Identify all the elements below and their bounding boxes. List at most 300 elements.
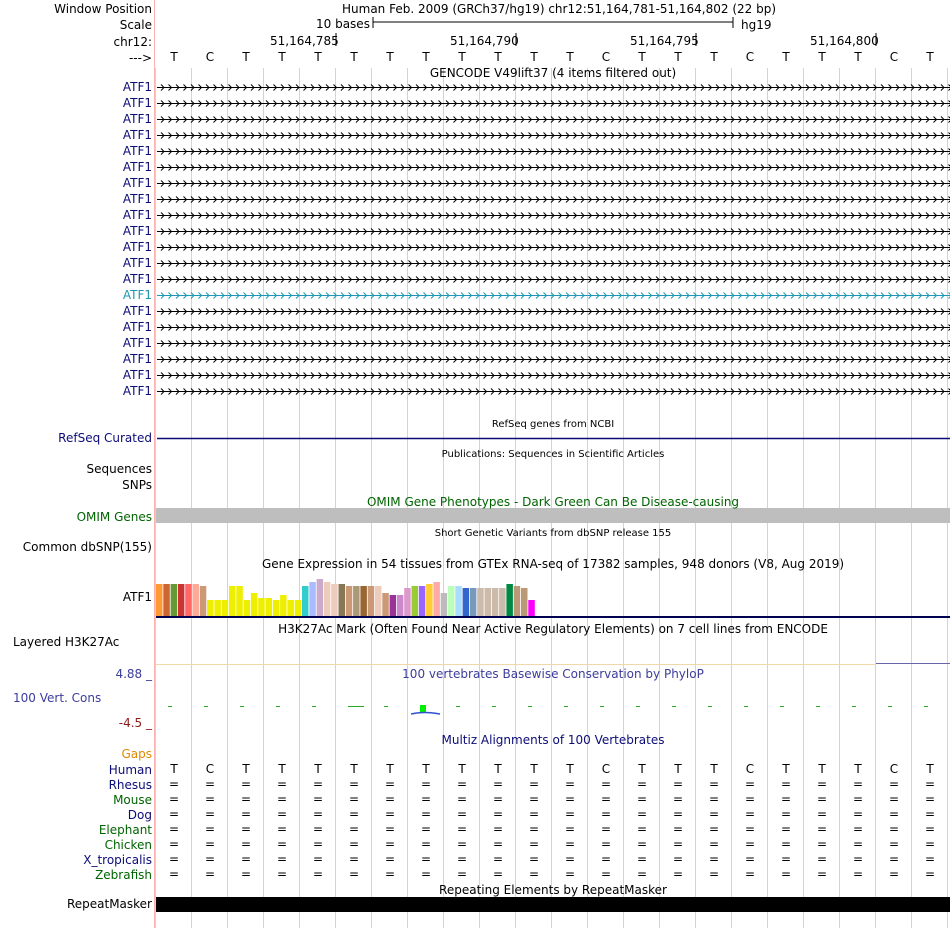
alignment-match: =: [528, 867, 540, 881]
phylop-value: [168, 706, 172, 707]
alignment-match: =: [852, 807, 864, 821]
alignment-base: T: [494, 762, 502, 776]
repeatmasker-label[interactable]: RepeatMasker: [66, 897, 152, 911]
alignment-match: =: [888, 867, 900, 881]
alignment-match: =: [924, 837, 936, 851]
dbsnp-label[interactable]: Common dbSNP(155): [22, 540, 152, 554]
alignment-match: =: [816, 807, 828, 821]
alignment-match: =: [600, 867, 612, 881]
gtex-bar: [222, 600, 229, 616]
alignment-match: =: [924, 777, 936, 791]
alignment-match: =: [780, 867, 792, 881]
alignment-base: T: [458, 762, 466, 776]
alignment-base: T: [926, 762, 934, 776]
phylop-value: [600, 706, 604, 707]
dbsnp-title: Short Genetic Variants from dbSNP release 155: [434, 528, 672, 539]
alignment-match: =: [564, 867, 576, 881]
alignment-match: =: [240, 792, 252, 806]
alignment-match: =: [420, 852, 432, 866]
alignment-match: =: [888, 792, 900, 806]
alignment-match: =: [456, 852, 468, 866]
alignment-match: =: [636, 822, 648, 836]
sequences-label[interactable]: Sequences: [86, 462, 152, 476]
alignment-match: =: [924, 807, 936, 821]
sequence-base: T: [350, 50, 358, 64]
alignment-base: T: [854, 762, 862, 776]
alignment-match: =: [564, 777, 576, 791]
gtex-bar: [229, 586, 236, 616]
phylop-value: [924, 706, 928, 707]
alignment-match: =: [204, 792, 216, 806]
sequence-base: T: [530, 50, 538, 64]
alignment-match: =: [564, 822, 576, 836]
sequence-base: T: [854, 50, 862, 64]
gtex-bar: [178, 584, 185, 616]
phylop-value: [528, 706, 532, 707]
alignment-match: =: [888, 777, 900, 791]
gtex-bar: [280, 595, 287, 616]
alignment-base: T: [710, 762, 718, 776]
alignment-match: =: [420, 792, 432, 806]
phylop-value: [672, 706, 676, 707]
alignment-match: =: [420, 837, 432, 851]
alignment-match: =: [312, 837, 324, 851]
scale-label: Scale: [119, 18, 152, 32]
phylop-value: [816, 706, 820, 707]
alignment-match: =: [780, 852, 792, 866]
species-label-chicken[interactable]: Chicken: [104, 838, 152, 852]
alignment-match: =: [708, 837, 720, 851]
gencode-transcript-label[interactable]: ATF1: [122, 192, 152, 206]
alignment-match: =: [708, 807, 720, 821]
alignment-match: =: [312, 852, 324, 866]
gtex-bar: [331, 584, 338, 616]
alignment-match: =: [492, 822, 504, 836]
sequence-base: C: [601, 50, 611, 64]
alignment-match: =: [888, 852, 900, 866]
phylop-value: [240, 706, 244, 707]
alignment-match: =: [384, 777, 396, 791]
gtex-bar: [324, 582, 331, 616]
gtex-bar: [360, 586, 367, 616]
alignment-match: =: [816, 867, 828, 881]
alignment-match: =: [348, 792, 360, 806]
alignment-match: =: [888, 807, 900, 821]
alignment-base: C: [601, 762, 611, 776]
alignment-match: =: [636, 852, 648, 866]
alignment-match: =: [348, 777, 360, 791]
gtex-bar: [236, 586, 243, 616]
alignment-base: T: [566, 762, 574, 776]
alignment-match: =: [456, 837, 468, 851]
alignment-match: =: [168, 822, 180, 836]
gtex-bar: [485, 588, 492, 616]
alignment-match: =: [384, 852, 396, 866]
omim-label[interactable]: OMIM Genes: [76, 510, 152, 524]
alignment-match: =: [492, 867, 504, 881]
alignment-match: =: [780, 837, 792, 851]
coordinate-tick: 51,164,790: [450, 34, 519, 48]
gtex-bar: [426, 584, 433, 616]
phylop-value: [888, 706, 892, 707]
sequence-base: T: [674, 50, 682, 64]
alignment-match: =: [780, 807, 792, 821]
alignment-base: C: [889, 762, 899, 776]
alignment-base: T: [782, 762, 790, 776]
gencode-transcript-label[interactable]: ATF1: [122, 112, 152, 126]
gtex-bar: [463, 588, 470, 616]
alignment-match: =: [636, 792, 648, 806]
gencode-transcript-label[interactable]: ATF1: [122, 352, 152, 366]
alignment-match: =: [348, 807, 360, 821]
alignment-match: =: [528, 837, 540, 851]
alignment-match: =: [456, 807, 468, 821]
alignment-match: =: [564, 792, 576, 806]
gtex-bar: [353, 586, 360, 616]
alignment-base: C: [205, 762, 215, 776]
refseq-label[interactable]: RefSeq Curated: [58, 431, 152, 445]
gencode-title: GENCODE V49lift37 (4 items filtered out): [429, 66, 677, 80]
alignment-base: T: [530, 762, 538, 776]
gtex-bar: [207, 600, 214, 616]
gtex-bar: [317, 579, 324, 616]
alignment-match: =: [600, 807, 612, 821]
species-label-x_tropicalis[interactable]: X_tropicalis: [83, 853, 152, 867]
alignment-match: =: [204, 807, 216, 821]
gtex-bar: [499, 588, 506, 616]
sequence-base: T: [782, 50, 790, 64]
scale-value: 10 bases: [316, 17, 370, 31]
alignment-match: =: [600, 792, 612, 806]
phylop-value: [204, 706, 208, 707]
gencode-transcript-label[interactable]: ATF1: [122, 288, 152, 302]
alignment-base: T: [350, 762, 358, 776]
alignment-match: =: [204, 852, 216, 866]
gtex-bar: [448, 586, 455, 616]
sequence-base: C: [205, 50, 215, 64]
gtex-bar: [200, 586, 207, 616]
sequence-base: C: [745, 50, 755, 64]
omim-band: [156, 508, 950, 523]
alignment-match: =: [204, 867, 216, 881]
alignment-match: =: [744, 867, 756, 881]
sequence-base: T: [710, 50, 718, 64]
alignment-base: T: [674, 762, 682, 776]
alignment-match: =: [276, 807, 288, 821]
gencode-transcript-label[interactable]: ATF1: [122, 336, 152, 350]
gtex-bar: [514, 586, 521, 616]
alignment-match: =: [816, 837, 828, 851]
publications-title: Publications: Sequences in Scientific Articles: [441, 449, 665, 460]
sequence-base: C: [889, 50, 899, 64]
gencode-transcript-label[interactable]: ATF1: [122, 384, 152, 398]
window-position-value: Human Feb. 2009 (GRCh37/hg19) chr12:51,164,781-51,164,802 (22 bp): [342, 2, 777, 16]
omim-title: OMIM Gene Phenotypes - Dark Green Can Be Disease-causing: [366, 495, 740, 509]
phylop-value: [312, 706, 316, 707]
phylop-value: [780, 706, 784, 707]
alignment-match: =: [240, 852, 252, 866]
sequence-base: T: [638, 50, 646, 64]
alignment-match: =: [600, 837, 612, 851]
phylop-peak: [420, 705, 426, 712]
alignment-match: =: [600, 822, 612, 836]
gtex-bar: [287, 600, 294, 616]
repeatmasker-title: Repeating Elements by RepeatMasker: [439, 883, 667, 897]
gtex-bar: [419, 586, 426, 616]
alignment-match: =: [492, 792, 504, 806]
alignment-match: =: [672, 777, 684, 791]
species-label-mouse[interactable]: Mouse: [113, 793, 152, 807]
sequence-base: T: [818, 50, 826, 64]
phylop-max-label: 4.88 _: [115, 667, 152, 681]
alignment-match: =: [384, 867, 396, 881]
gtex-bar: [273, 600, 280, 616]
phylop-label[interactable]: 100 Vert. Cons: [13, 691, 102, 705]
alignment-match: =: [636, 867, 648, 881]
alignment-match: =: [924, 852, 936, 866]
sequence-base: T: [926, 50, 934, 64]
alignment-match: =: [312, 822, 324, 836]
gtex-bar: [528, 600, 535, 616]
alignment-match: =: [456, 822, 468, 836]
alignment-match: =: [420, 867, 432, 881]
gencode-transcript-label[interactable]: ATF1: [122, 144, 152, 158]
phylop-value: [456, 706, 460, 707]
alignment-match: =: [384, 837, 396, 851]
gencode-transcript-label[interactable]: ATF1: [122, 272, 152, 286]
alignment-match: =: [744, 837, 756, 851]
alignment-match: =: [780, 792, 792, 806]
alignment-base: T: [386, 762, 394, 776]
alignment-match: =: [744, 852, 756, 866]
gencode-transcript-label[interactable]: ATF1: [122, 240, 152, 254]
phylop-value: [348, 706, 364, 707]
phylop-value: [564, 706, 568, 707]
species-label-human[interactable]: Human: [108, 763, 152, 777]
alignment-match: =: [852, 867, 864, 881]
multiz-title: Multiz Alignments of 100 Vertebrates: [441, 733, 665, 747]
alignment-match: =: [312, 867, 324, 881]
phylop-value: [852, 706, 856, 707]
alignment-match: =: [852, 822, 864, 836]
gaps-label[interactable]: Gaps: [121, 747, 152, 761]
alignment-match: =: [456, 792, 468, 806]
alignment-match: =: [564, 852, 576, 866]
phylop-peak-shadow: [411, 713, 440, 715]
alignment-match: =: [384, 807, 396, 821]
gencode-transcript-label[interactable]: ATF1: [122, 176, 152, 190]
alignment-match: =: [492, 777, 504, 791]
alignment-match: =: [384, 792, 396, 806]
alignment-match: =: [348, 822, 360, 836]
alignment-match: =: [636, 807, 648, 821]
gtex-bar: [397, 595, 404, 616]
alignment-match: =: [564, 837, 576, 851]
phylop-value: [744, 706, 748, 707]
alignment-match: =: [528, 807, 540, 821]
gencode-transcript-label[interactable]: ATF1: [122, 80, 152, 94]
phylop-value: [636, 706, 640, 707]
alignment-match: =: [168, 777, 180, 791]
alignment-match: =: [672, 867, 684, 881]
gtex-bar: [477, 588, 484, 616]
alignment-match: =: [456, 867, 468, 881]
alignment-match: =: [708, 852, 720, 866]
alignment-match: =: [420, 807, 432, 821]
alignment-match: =: [348, 837, 360, 851]
alignment-match: =: [816, 777, 828, 791]
phylop-value: [384, 706, 388, 707]
gtex-bar: [193, 584, 200, 616]
species-label-rhesus[interactable]: Rhesus: [108, 778, 152, 792]
species-label-zebrafish[interactable]: Zebrafish: [95, 868, 152, 882]
alignment-match: =: [672, 822, 684, 836]
alignment-match: =: [852, 777, 864, 791]
gtex-bar: [368, 586, 375, 616]
alignment-match: =: [744, 777, 756, 791]
species-label-dog[interactable]: Dog: [127, 808, 152, 822]
gtex-bar: [521, 588, 528, 616]
h3k27ac-label[interactable]: Layered H3K27Ac: [13, 635, 120, 649]
alignment-match: =: [384, 822, 396, 836]
alignment-match: =: [744, 822, 756, 836]
sequence-base: T: [458, 50, 466, 64]
alignment-match: =: [708, 867, 720, 881]
gtex-bar: [470, 588, 477, 616]
alignment-match: =: [672, 837, 684, 851]
alignment-match: =: [852, 837, 864, 851]
gtex-bar: [339, 584, 346, 616]
alignment-match: =: [276, 852, 288, 866]
gtex-bar: [163, 584, 170, 616]
alignment-match: =: [276, 777, 288, 791]
alignment-match: =: [276, 822, 288, 836]
sequence-base: T: [566, 50, 574, 64]
phylop-value: [276, 706, 280, 707]
alignment-match: =: [312, 777, 324, 791]
alignment-match: =: [780, 777, 792, 791]
alignment-match: =: [816, 852, 828, 866]
alignment-match: =: [312, 807, 324, 821]
assembly-label: hg19: [741, 18, 772, 32]
gencode-transcript-label[interactable]: ATF1: [122, 208, 152, 222]
alignment-match: =: [924, 867, 936, 881]
alignment-match: =: [168, 867, 180, 881]
alignment-match: =: [564, 807, 576, 821]
alignment-match: =: [600, 777, 612, 791]
alignment-match: =: [852, 792, 864, 806]
h3k27ac-title: H3K27Ac Mark (Often Found Near Active Regulatory Elements) on 7 cell lines from ENCODE: [278, 622, 828, 636]
coordinate-tick: 51,164,785: [270, 34, 339, 48]
alignment-match: =: [816, 822, 828, 836]
gencode-transcript-label[interactable]: ATF1: [122, 224, 152, 238]
alignment-match: =: [168, 792, 180, 806]
sequence-base: T: [314, 50, 322, 64]
sequence-base: T: [170, 50, 178, 64]
alignment-match: =: [204, 837, 216, 851]
alignment-match: =: [492, 837, 504, 851]
alignment-match: =: [744, 792, 756, 806]
alignment-match: =: [636, 777, 648, 791]
gtex-bar: [455, 586, 462, 616]
alignment-match: =: [240, 807, 252, 821]
phylop-value: [708, 706, 712, 707]
alignment-match: =: [240, 837, 252, 851]
gtex-bar: [346, 586, 353, 616]
alignment-match: =: [852, 852, 864, 866]
alignment-base: T: [170, 762, 178, 776]
alignment-match: =: [420, 777, 432, 791]
gencode-transcript-label[interactable]: ATF1: [122, 128, 152, 142]
gtex-title: Gene Expression in 54 tissues from GTEx RNA-seq of 17382 samples, 948 donors (V8, Aug 2019): [261, 557, 845, 571]
sequence-base: T: [494, 50, 502, 64]
alignment-match: =: [636, 837, 648, 851]
gtex-bar: [258, 598, 265, 616]
alignment-match: =: [276, 837, 288, 851]
phylop-min-label: -4.5 _: [118, 716, 152, 730]
alignment-base: T: [422, 762, 430, 776]
sequence-base: T: [386, 50, 394, 64]
alignment-base: T: [314, 762, 322, 776]
gencode-transcript-label[interactable]: ATF1: [122, 304, 152, 318]
alignment-base: T: [638, 762, 646, 776]
gencode-transcript-label[interactable]: ATF1: [122, 256, 152, 270]
species-label-elephant[interactable]: Elephant: [98, 823, 152, 837]
alignment-match: =: [276, 792, 288, 806]
gtex-bar: [295, 600, 302, 616]
gtex-bar: [375, 586, 382, 616]
alignment-match: =: [204, 777, 216, 791]
alignment-match: =: [492, 852, 504, 866]
alignment-match: =: [168, 837, 180, 851]
gtex-bar: [251, 593, 258, 616]
gencode-transcript-label[interactable]: ATF1: [122, 368, 152, 382]
refseq-title: RefSeq genes from NCBI: [491, 419, 615, 430]
alignment-base: T: [818, 762, 826, 776]
gtex-bar: [302, 586, 309, 616]
gencode-transcript-label[interactable]: ATF1: [122, 320, 152, 334]
gtex-bar: [185, 584, 192, 616]
alignment-match: =: [924, 792, 936, 806]
gencode-transcript-label[interactable]: ATF1: [122, 160, 152, 174]
gtex-label[interactable]: ATF1: [122, 590, 152, 604]
gtex-bar: [156, 584, 163, 616]
snps-label[interactable]: SNPs: [122, 478, 152, 492]
alignment-match: =: [672, 807, 684, 821]
alignment-match: =: [348, 867, 360, 881]
phylop-title: 100 vertebrates Basewise Conservation by PhyloP: [402, 667, 704, 681]
gtex-bar: [390, 595, 397, 616]
alignment-match: =: [600, 852, 612, 866]
repeatmasker-bar: [156, 897, 950, 912]
gtex-bar: [244, 600, 251, 616]
gtex-bar: [214, 600, 221, 616]
alignment-match: =: [888, 837, 900, 851]
gencode-transcript-label[interactable]: ATF1: [122, 96, 152, 110]
gtex-bar: [433, 582, 440, 616]
alignment-match: =: [492, 807, 504, 821]
alignment-match: =: [708, 822, 720, 836]
sequence-base: T: [242, 50, 250, 64]
alignment-match: =: [348, 852, 360, 866]
alignment-match: =: [528, 777, 540, 791]
alignment-match: =: [456, 777, 468, 791]
alignment-match: =: [420, 822, 432, 836]
alignment-match: =: [672, 852, 684, 866]
alignment-match: =: [708, 792, 720, 806]
alignment-match: =: [708, 777, 720, 791]
gtex-bar: [412, 586, 419, 616]
